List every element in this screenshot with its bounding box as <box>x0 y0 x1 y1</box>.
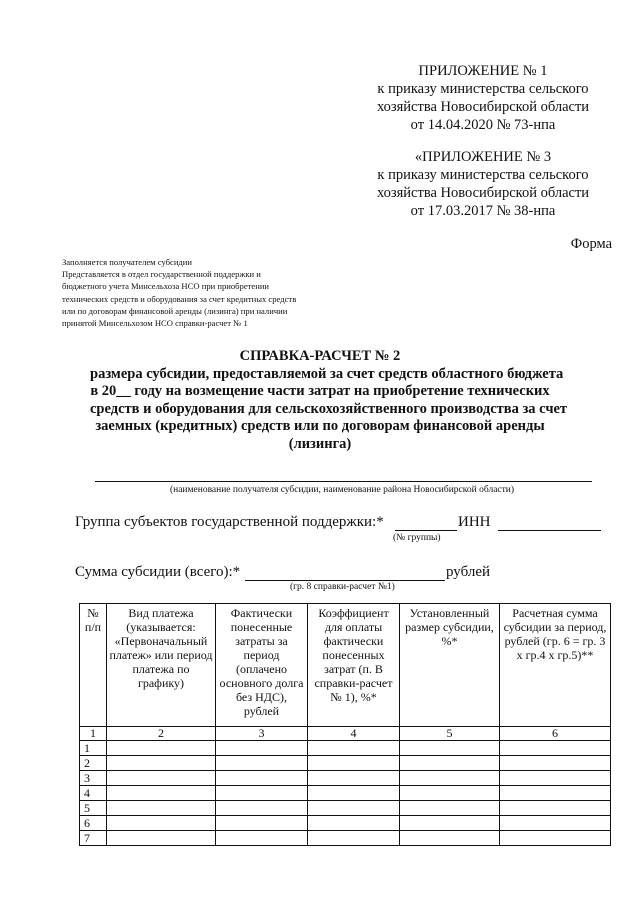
appendix-3-date: от 17.03.2017 № 38-нпа <box>410 203 556 219</box>
table-row <box>80 801 611 816</box>
table-row <box>80 816 611 831</box>
heading-line: в 20__ году на возмещение части затрат на приобретение технических <box>90 383 550 400</box>
group-label: Группа субъектов государственной поддержки:* <box>75 514 384 530</box>
table-cell[interactable] <box>107 801 216 816</box>
appendix-1-line: к приказу министерства сельского <box>377 81 589 97</box>
table-cell[interactable] <box>308 756 400 771</box>
table-row <box>80 831 611 846</box>
heading-line: средств и оборудования для сельскохозяйственного производства за счет <box>90 400 568 417</box>
appendix-1-title: ПРИЛОЖЕНИЕ № 1 <box>418 63 548 79</box>
table-cell[interactable] <box>500 786 611 801</box>
header-calculated-sum: Расчетная сумма субсидии за период, рублей (гр. 6 = гр. 3 х гр.4 х гр.5)** <box>500 604 611 727</box>
table-cell[interactable] <box>308 771 400 786</box>
table-cell[interactable] <box>400 816 500 831</box>
document-title: СПРАВКА-РАСЧЕТ № 2 <box>239 348 401 364</box>
recipient-caption: (наименование получателя субсидии, наименование района Новосибирской области) <box>169 485 515 495</box>
appendix-3-line: хозяйства Новосибирской области <box>376 185 590 201</box>
table-cell[interactable] <box>400 756 500 771</box>
table-cell[interactable] <box>400 771 500 786</box>
recipient-name-line[interactable] <box>95 481 592 482</box>
inn-field[interactable] <box>498 530 601 531</box>
note-line: Представляется в отдел государственной поддержки и <box>62 269 261 280</box>
table-cell[interactable] <box>107 741 216 756</box>
table-row <box>80 741 611 756</box>
header-payment-type: Вид платежа (указывается: «Первоначальный платеж» или период платежа по графику) <box>107 604 216 727</box>
column-number: 4 <box>308 727 400 741</box>
row-number: 5 <box>80 801 107 816</box>
row-number: 7 <box>80 831 107 846</box>
note-line: технических средств и оборудования за счет кредитных средств <box>62 293 297 304</box>
table-cell[interactable] <box>107 786 216 801</box>
inn-label: ИНН <box>458 514 491 530</box>
appendix-1-line: хозяйства Новосибирской области <box>376 99 590 115</box>
column-number: 2 <box>107 727 216 741</box>
table-cell[interactable] <box>308 801 400 816</box>
heading-line: заемных (кредитных) средств или по договорам финансовой аренды <box>95 418 545 435</box>
table-cell[interactable] <box>500 816 611 831</box>
header-number: № п/п <box>80 604 107 727</box>
column-number: 6 <box>500 727 611 741</box>
table-cell[interactable] <box>216 801 308 816</box>
table-row <box>80 756 611 771</box>
submission-note <box>62 256 362 329</box>
header-actual-costs: Фактически понесенные затраты за период (оплачено основного долга без НДС), рублей <box>216 604 308 727</box>
sum-unit: рублей <box>446 564 491 580</box>
row-number: 2 <box>80 756 107 771</box>
row-number: 3 <box>80 771 107 786</box>
column-numbers-row <box>80 727 611 741</box>
table-cell[interactable] <box>216 741 308 756</box>
appendix-3-block <box>352 148 614 220</box>
table-cell[interactable] <box>308 741 400 756</box>
table-cell[interactable] <box>308 831 400 846</box>
table-cell[interactable] <box>216 786 308 801</box>
row-number: 6 <box>80 816 107 831</box>
document-heading <box>90 348 568 454</box>
heading-line: (лизинга) <box>288 435 352 452</box>
heading-line: размера субсидии, предоставляемой за счет средств областного бюджета <box>90 365 564 382</box>
appendix-3-title: «ПРИЛОЖЕНИЕ № 3 <box>414 149 552 165</box>
column-number: 1 <box>80 727 107 741</box>
row-number: 4 <box>80 786 107 801</box>
table-cell[interactable] <box>500 801 611 816</box>
table-cell[interactable] <box>216 816 308 831</box>
table-cell[interactable] <box>400 741 500 756</box>
note-line: или по договорам финансовой аренды (лизинга) при наличии <box>62 305 288 316</box>
table-cell[interactable] <box>107 816 216 831</box>
appendix-3-line: к приказу министерства сельского <box>377 167 589 183</box>
note-line: бюджетного учета Минсельхоза НСО при приобретении <box>62 281 270 292</box>
table-cell[interactable] <box>500 831 611 846</box>
sum-label: Сумма субсидии (всего):* <box>75 564 241 580</box>
table-cell[interactable] <box>500 756 611 771</box>
table-cell[interactable] <box>216 756 308 771</box>
table-cell[interactable] <box>400 801 500 816</box>
table-cell[interactable] <box>500 741 611 756</box>
calculation-table <box>79 603 611 846</box>
column-number: 3 <box>216 727 308 741</box>
table-cell[interactable] <box>107 756 216 771</box>
column-number: 5 <box>400 727 500 741</box>
table-row <box>80 786 611 801</box>
table-cell[interactable] <box>400 831 500 846</box>
table-cell[interactable] <box>216 771 308 786</box>
group-caption: (№ группы) <box>393 533 441 543</box>
note-line: принятой Минсельхозом НСО справки-расчет № 1 <box>62 318 248 329</box>
table-row <box>80 771 611 786</box>
table-cell[interactable] <box>216 831 308 846</box>
row-number: 1 <box>80 741 107 756</box>
form-label: Форма <box>570 236 612 252</box>
appendix-1-date: от 14.04.2020 № 73-нпа <box>410 117 556 133</box>
table-cell[interactable] <box>400 786 500 801</box>
table-cell[interactable] <box>308 816 400 831</box>
sum-field[interactable] <box>245 580 445 581</box>
header-subsidy-rate: Установленный размер субсидии, %* <box>400 604 500 727</box>
note-line: Заполняется получателем субсидии <box>62 257 193 267</box>
table-cell[interactable] <box>500 771 611 786</box>
sum-caption: (гр. 8 справки-расчет №1) <box>290 582 395 592</box>
table-cell[interactable] <box>308 786 400 801</box>
table-cell[interactable] <box>107 771 216 786</box>
table-header-row <box>80 604 611 727</box>
header-coefficient: Коэффициент для оплаты фактически понесенных затрат (п. В справки-расчет № 1), %* <box>308 604 400 727</box>
appendix-1-block <box>352 62 614 134</box>
group-number-field[interactable] <box>395 530 457 531</box>
table-cell[interactable] <box>107 831 216 846</box>
